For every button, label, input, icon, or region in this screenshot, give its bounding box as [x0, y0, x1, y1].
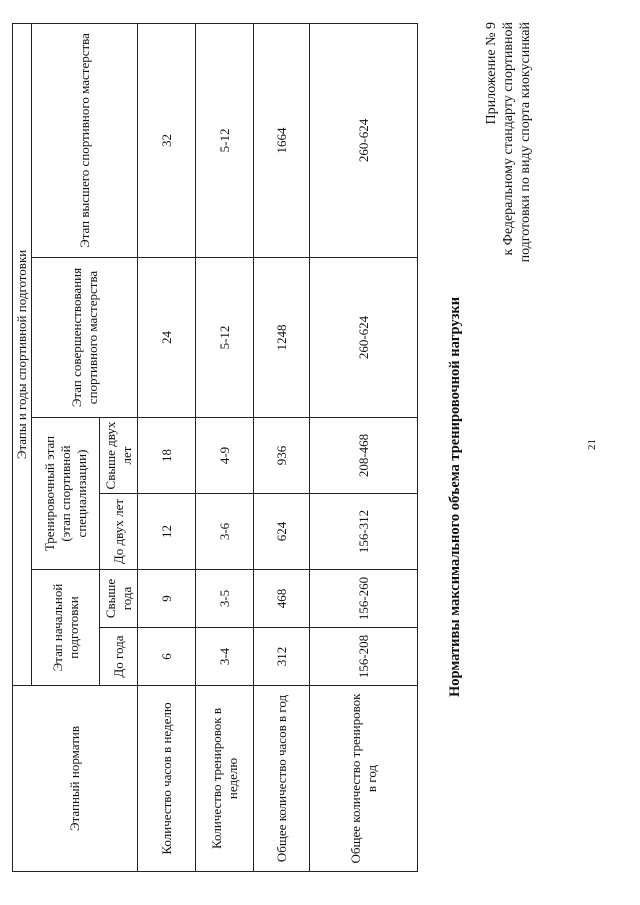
initial-upto-year-header: До года	[100, 628, 138, 686]
table-cell: 260-624	[310, 23, 418, 257]
table-cell: 5-12	[196, 258, 254, 418]
table-cell: 18	[138, 418, 196, 494]
table-cell: 24	[138, 258, 196, 418]
improvement-stage-header: Этап совершенствования спортивного мастерства	[32, 258, 138, 418]
higher-stage-header: Этап высшего спортивного мастерства	[32, 23, 138, 257]
table-cell: 5-12	[196, 23, 254, 257]
table-cell: 156-208	[310, 628, 418, 686]
annex-line-2: к Федеральному стандарту спортивной	[501, 22, 516, 256]
annex-number: Приложение № 9	[484, 22, 499, 125]
initial-over-year-header: Свыше года	[100, 570, 138, 628]
table-row	[310, 23, 418, 871]
table-cell: 4-9	[196, 418, 254, 494]
annex-line-3: подготовки по виду спорта киокусинкай	[518, 22, 533, 263]
table-row	[196, 23, 254, 871]
row-label: Количество часов в неделю	[138, 686, 196, 872]
table-cell: 32	[138, 23, 196, 257]
stages-header: Этапы и годы спортивной подготовки	[13, 23, 32, 685]
row-label: Количество тренировок в неделю	[196, 686, 254, 872]
row-label: Общее количество тренировок в год	[310, 686, 418, 872]
table-cell: 468	[254, 570, 310, 628]
header-row-1	[13, 23, 32, 871]
table-cell: 208-468	[310, 418, 418, 494]
table-cell: 9	[138, 570, 196, 628]
annex-header	[483, 22, 534, 305]
table-cell: 6	[138, 628, 196, 686]
training-stage-header: Тренировочный этап (этап спортивной специализации)	[32, 418, 100, 570]
table-cell: 3-5	[196, 570, 254, 628]
table-cell: 12	[138, 494, 196, 570]
table-cell: 156-312	[310, 494, 418, 570]
page-number: 21	[586, 439, 598, 450]
table-row	[254, 23, 310, 871]
table-cell: 624	[254, 494, 310, 570]
row-label: Общее количество часов в год	[254, 686, 310, 872]
table-cell: 3-4	[196, 628, 254, 686]
table-cell: 936	[254, 418, 310, 494]
initial-stage-header: Этап начальной подготовки	[32, 570, 100, 686]
document-title: Нормативы максимального объема тренировочной нагрузки	[447, 296, 463, 697]
table-cell: 1248	[254, 258, 310, 418]
training-over-two-years-header: Свыше двух лет	[100, 418, 138, 494]
norm-column-header: Этапный норматив	[13, 686, 138, 872]
norms-table	[12, 23, 418, 872]
table-row	[138, 23, 196, 871]
table-cell: 312	[254, 628, 310, 686]
table-cell: 156-260	[310, 570, 418, 628]
table-cell: 1664	[254, 23, 310, 257]
training-upto-two-years-header: До двух лет	[100, 494, 138, 570]
table-cell: 260-624	[310, 258, 418, 418]
table-cell: 3-6	[196, 494, 254, 570]
